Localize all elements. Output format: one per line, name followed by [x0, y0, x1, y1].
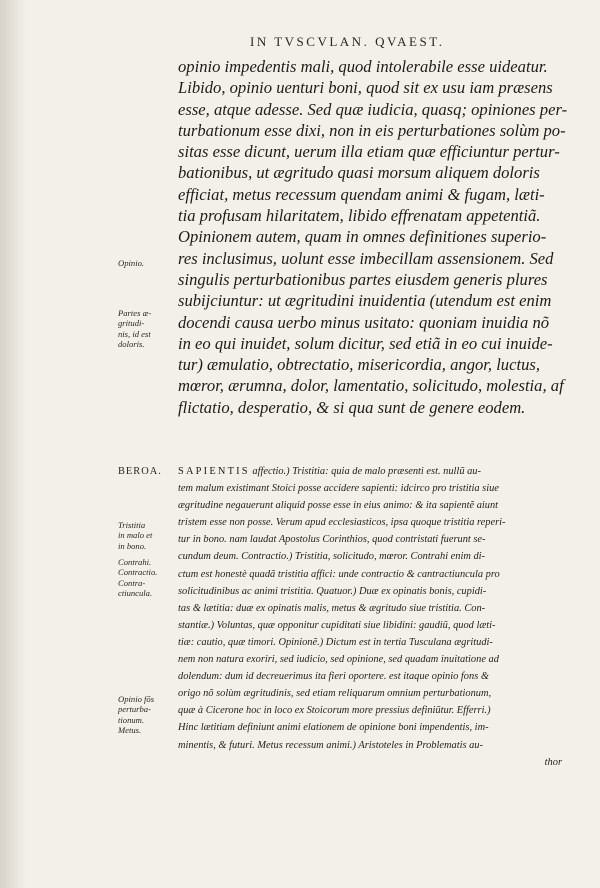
margin-note-line: doloris. — [118, 338, 145, 349]
commentary-line: solicitudinibus ac animi tristitia. Quatuor.) Duæ ex opinatis bonis, cupidi- — [178, 585, 487, 597]
main-text-line: in eo qui inuidet, solum dicitur, sed etiã in eo cui inuide- — [178, 333, 553, 353]
main-text-line: docendi causa uerbo minus usitato: quoniam inuidia nõ — [178, 312, 550, 332]
margin-note-line: gritudi- — [118, 318, 145, 329]
main-text-line: opinio impedentis mali, quod intolerabile esse uideatur. — [178, 57, 548, 76]
commentary-line: cundum deum. Contractio.) Tristitia, solicitudo, mœror. Contrahi enim di- — [178, 551, 486, 563]
margin-note-line: tionum. — [118, 714, 145, 725]
main-text-line: sitas esse dicunt, uerum illa etiam quæ efficiuntur pertur- — [178, 142, 560, 162]
main-text-line: Libido, opinio uenturi boni, quod sit ex usu iam præsens — [178, 78, 553, 98]
main-text-block — [178, 56, 570, 418]
commentary-line: tas & lætitia: duæ ex opinatis malis, metus & ægritudo siue tristitia. Con- — [178, 602, 486, 614]
margin-note-line: Contrahi. — [118, 557, 152, 567]
page-gutter — [0, 0, 26, 888]
commentary-line: tem malum existimant Stoici posse accidere sapienti: idcirco pro tristitia siue — [178, 483, 499, 495]
margin-note-line: perturba- — [118, 704, 151, 715]
commentary-line: Hinc lætitiam definiunt animi elationem de opinione boni impendentis, im- — [178, 722, 489, 734]
commentary-line: tur in bono. nam laudat Apostolus Corinthios, quod contristati fuerunt se- — [178, 534, 486, 546]
commentary-line: tristem esse non posse. Verum apud ecclesiasticos, ipsa quoque tristitia reperi- — [178, 517, 506, 529]
commentary-line-rest: affectio.) Tristitia: quia de malo præsenti est. nullũ au- — [252, 466, 481, 477]
commentary-line: stantiæ.) Voluntas, quæ opponitur cupiditati siue libidini: gaudiũ, quod læti- — [178, 619, 496, 631]
commentary-line: minentis, & futuri. Metus recessum animi.) Aristoteles in Problematis au- — [178, 739, 483, 751]
margin-note-partes — [118, 308, 176, 349]
main-text-line: Opinionem autem, quam in omnes definitiones superio- — [178, 227, 547, 247]
main-text-line: res inclusimus, uolunt esse imbecillam assensionem. Sed — [178, 248, 554, 268]
commentary-lead-word: SAPIENTIS — [178, 466, 250, 477]
main-text-line: singulis perturbationibus partes eiusdem generis plures — [178, 269, 548, 289]
commentary-line: tiæ: cautio, quæ timori. Opinionẽ.) Dictum est in tertia Tusculana ægritudi- — [178, 636, 493, 648]
main-text-line: subijciuntur: ut ægritudini inuidentia (utendum est enim — [178, 291, 552, 311]
margin-note-line: in malo et — [118, 530, 153, 541]
margin-note-contrahi — [118, 557, 176, 598]
main-text-line: tia profusam hilaritatem, libido effrenatam appetentiã. — [178, 206, 541, 226]
commentary-first-line — [178, 463, 574, 480]
margin-note-line: nis, id est — [118, 328, 151, 339]
commentary-line: ægritudine negauerunt aliquid posse esse in eius animo: & ita sapientẽ aiunt — [178, 500, 499, 512]
commentary-catchword: thor — [544, 756, 562, 768]
main-text-line: esse, atque adesse. Sed quæ iudicia, quasq; opiniones per- — [178, 99, 568, 119]
margin-note-line: Opinio. — [118, 258, 145, 268]
commentary-line: dolendum: dum id decreuerimus ita fieri oportere. est itaque opinio fons & — [178, 671, 489, 683]
main-text-line: bationibus, ut ægritudo quasi morsum aliquem doloris — [178, 163, 540, 183]
margin-note-tristitia — [118, 520, 176, 551]
commentary-block — [178, 463, 574, 771]
commentary-line: ctum est honestè quadã tristitia affici: unde contractio & cantractiuncula pro — [178, 568, 500, 580]
main-text-line: turbationum esse dixi, non in eis perturbationes solùm po- — [178, 120, 566, 140]
margin-note-line: Tristitia — [118, 520, 146, 530]
margin-note-line: Contractio. — [118, 567, 158, 578]
margin-note-line: Opinio fõs — [118, 694, 155, 704]
margin-note-opinio-fons — [118, 694, 176, 735]
commentary-line: nem non natura exoriri, sed iudicio, sed opinione, sed quadam inuitatione ad — [178, 654, 499, 666]
commentary-label: BEROA. — [118, 466, 162, 477]
main-text-line: flictatio, desperatio, & si qua sunt de genere eodem. — [178, 397, 526, 417]
main-text-line: efficiat, metus recessum quendam animi & fugam, læti- — [178, 184, 545, 204]
margin-note-line: ctiuncula. — [118, 587, 153, 598]
margin-note-line: Metus. — [118, 724, 142, 735]
margin-note-line: in bono. — [118, 540, 147, 551]
main-text-line: tur) æmulatio, obtrectatio, misericordia, angor, luctus, — [178, 355, 540, 375]
commentary-line: quæ à Cicerone hoc in loco ex Stoicorum more pressius definiũtur. Efferri.) — [178, 705, 491, 717]
margin-note-line: Partes æ- — [118, 308, 152, 318]
running-head: IN TVSCVLAN. QVAEST. — [250, 34, 445, 49]
margin-note-opinio — [118, 258, 176, 268]
margin-note-line: Contra- — [118, 577, 146, 588]
main-text-line: mœror, ærumna, dolor, lamentatio, solicitudo, molestia, af — [178, 376, 564, 396]
commentary-line: origo nõ solùm ægritudinis, sed etiam reliquarum omnium perturbationum, — [178, 688, 492, 700]
